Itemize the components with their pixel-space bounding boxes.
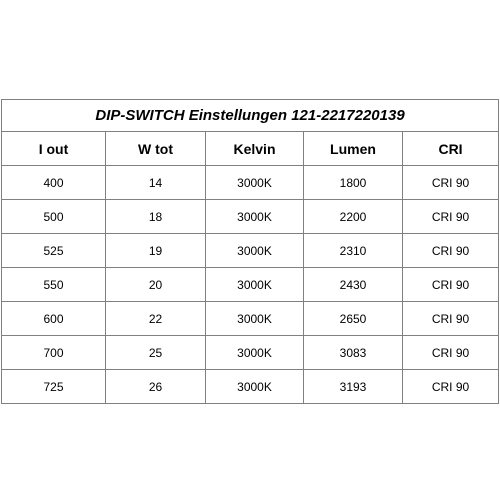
table-header-row [2,132,499,166]
cell-kelvin: 3000K [206,234,304,268]
cell-lumen: 1800 [304,166,403,200]
cell-kelvin: 3000K [206,268,304,302]
cell-kelvin: 3000K [206,200,304,234]
cell-i-out: 550 [2,268,106,302]
table-row [2,166,499,200]
cell-lumen: 2650 [304,302,403,336]
table-row [2,234,499,268]
cell-cri: CRI 90 [403,234,499,268]
table-row [2,370,499,404]
cell-cri: CRI 90 [403,302,499,336]
cell-w-tot: 20 [106,268,206,302]
table-title-row [2,100,499,132]
cell-kelvin: 3000K [206,302,304,336]
cell-cri: CRI 90 [403,200,499,234]
cell-w-tot: 26 [106,370,206,404]
cell-kelvin: 3000K [206,370,304,404]
cell-kelvin: 3000K [206,166,304,200]
cell-kelvin: 3000K [206,336,304,370]
header-w-tot: W tot [106,132,206,166]
cell-cri: CRI 90 [403,370,499,404]
cell-i-out: 500 [2,200,106,234]
cell-lumen: 2430 [304,268,403,302]
cell-i-out: 725 [2,370,106,404]
cell-cri: CRI 90 [403,166,499,200]
cell-w-tot: 14 [106,166,206,200]
cell-w-tot: 22 [106,302,206,336]
header-kelvin: Kelvin [206,132,304,166]
cell-lumen: 3193 [304,370,403,404]
table-row [2,200,499,234]
table-title: DIP-SWITCH Einstellungen 121-2217220139 [2,100,499,132]
cell-lumen: 3083 [304,336,403,370]
cell-w-tot: 19 [106,234,206,268]
cell-cri: CRI 90 [403,268,499,302]
cell-i-out: 700 [2,336,106,370]
cell-i-out: 525 [2,234,106,268]
table-row [2,302,499,336]
cell-i-out: 400 [2,166,106,200]
dip-switch-settings-table [1,99,499,404]
cell-i-out: 600 [2,302,106,336]
cell-w-tot: 25 [106,336,206,370]
header-cri: CRI [403,132,499,166]
cell-lumen: 2200 [304,200,403,234]
cell-w-tot: 18 [106,200,206,234]
header-lumen: Lumen [304,132,403,166]
header-i-out: I out [2,132,106,166]
table-row [2,268,499,302]
cell-lumen: 2310 [304,234,403,268]
cell-cri: CRI 90 [403,336,499,370]
table-row [2,336,499,370]
